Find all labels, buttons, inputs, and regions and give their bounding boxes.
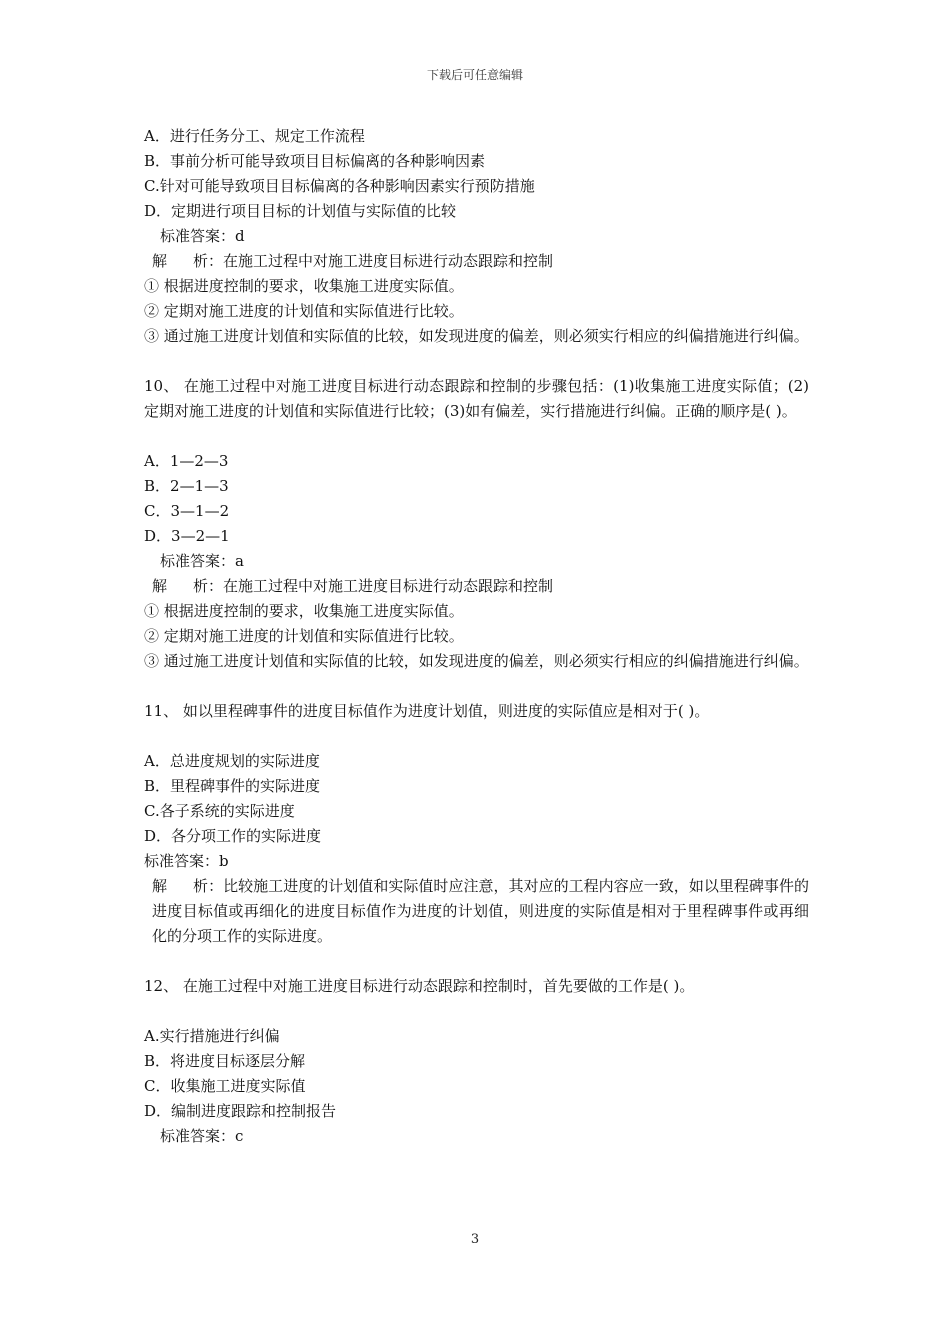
analysis-heading: [144, 574, 809, 599]
option-b: B．将进度目标逐层分解: [144, 1052, 306, 1070]
option-a: A.实行措施进行纠偏: [144, 1027, 280, 1045]
option-a: A．总进度规划的实际进度: [144, 752, 320, 770]
standard-answer: 标准答案：c: [160, 1127, 244, 1145]
analysis-label-char: 解: [152, 877, 168, 895]
analysis-heading: [144, 249, 809, 274]
question-10-block: [144, 374, 809, 674]
option-b: B．事前分析可能导致项目目标偏离的各种影响因素: [144, 152, 486, 170]
standard-answer: 标准答案：b: [144, 852, 229, 870]
analysis-point-3: ③ 通过施工进度计划值和实际值的比较，如发现进度的偏差，则必须实行相应的纠偏措施进行纠偏。: [144, 652, 809, 670]
option-a: A．1—2—3: [144, 452, 229, 470]
standard-answer: 标准答案：d: [160, 227, 245, 245]
question-12-text: 12、 在施工过程中对施工进度目标进行动态跟踪和控制时，首先要做的工作是( )。: [144, 977, 695, 995]
option-c: C.针对可能导致项目目标偏离的各种影响因素实行预防措施: [144, 177, 535, 195]
page-header: 下载后可任意编辑: [426, 68, 523, 82]
analysis-point-1: ① 根据进度控制的要求，收集施工进度实际值。: [144, 277, 464, 295]
option-c: C.各子系统的实际进度: [144, 802, 295, 820]
analysis-label-char: 解: [152, 252, 168, 270]
analysis-label-char: 解: [152, 577, 168, 595]
question-12-block: [144, 974, 809, 1149]
analysis-paragraph: [144, 874, 809, 949]
question-10-text: 10、 在施工过程中对施工进度目标进行动态跟踪和控制的步骤包括：(1)收集施工进度实际值；(2)定期对施工进度的计划值和实际值进行比较；(3)如有偏差，实行措施进行纠偏。正确的顺序是( )。: [144, 377, 809, 420]
option-b: B．2—1—3: [144, 477, 229, 495]
option-c: C．3—1—2: [144, 502, 230, 520]
option-c: C．收集施工进度实际值: [144, 1077, 306, 1095]
analysis-point-2: ② 定期对施工进度的计划值和实际值进行比较。: [144, 302, 464, 320]
option-d: D．定期进行项目目标的计划值与实际值的比较: [144, 202, 457, 220]
document-body: [144, 124, 809, 1149]
option-d: D．编制进度跟踪和控制报告: [144, 1102, 337, 1120]
option-a: A．进行任务分工、规定工作流程: [144, 127, 365, 145]
question-11-block: [144, 699, 809, 949]
option-d: D．3—2—1: [144, 527, 230, 545]
analysis-point-3: ③ 通过施工进度计划值和实际值的比较，如发现进度的偏差，则必须实行相应的纠偏措施进行纠偏。: [144, 327, 809, 345]
standard-answer: 标准答案：a: [160, 552, 244, 570]
option-d: D．各分项工作的实际进度: [144, 827, 322, 845]
question-9-block: [144, 124, 809, 349]
analysis-text: 析：在施工过程中对施工进度目标进行动态跟踪和控制: [193, 252, 554, 270]
analysis-text: 析：比较施工进度的计划值和实际值时应注意，其对应的工程内容应一致，如以里程碑事件的进度目标值或再细化的进度目标值作为进度的计划值，则进度的实际值是相对于里程碑事件或再细化的分项工作的实际进度。: [152, 877, 809, 945]
question-11-text: 11、 如以里程碑事件的进度目标值作为进度计划值，则进度的实际值应是相对于( )。: [144, 702, 710, 720]
analysis-point-2: ② 定期对施工进度的计划值和实际值进行比较。: [144, 627, 464, 645]
analysis-text: 析：在施工过程中对施工进度目标进行动态跟踪和控制: [193, 577, 554, 595]
option-b: B．里程碑事件的实际进度: [144, 777, 321, 795]
analysis-point-1: ① 根据进度控制的要求，收集施工进度实际值。: [144, 602, 464, 620]
page-number: 3: [470, 1232, 480, 1247]
